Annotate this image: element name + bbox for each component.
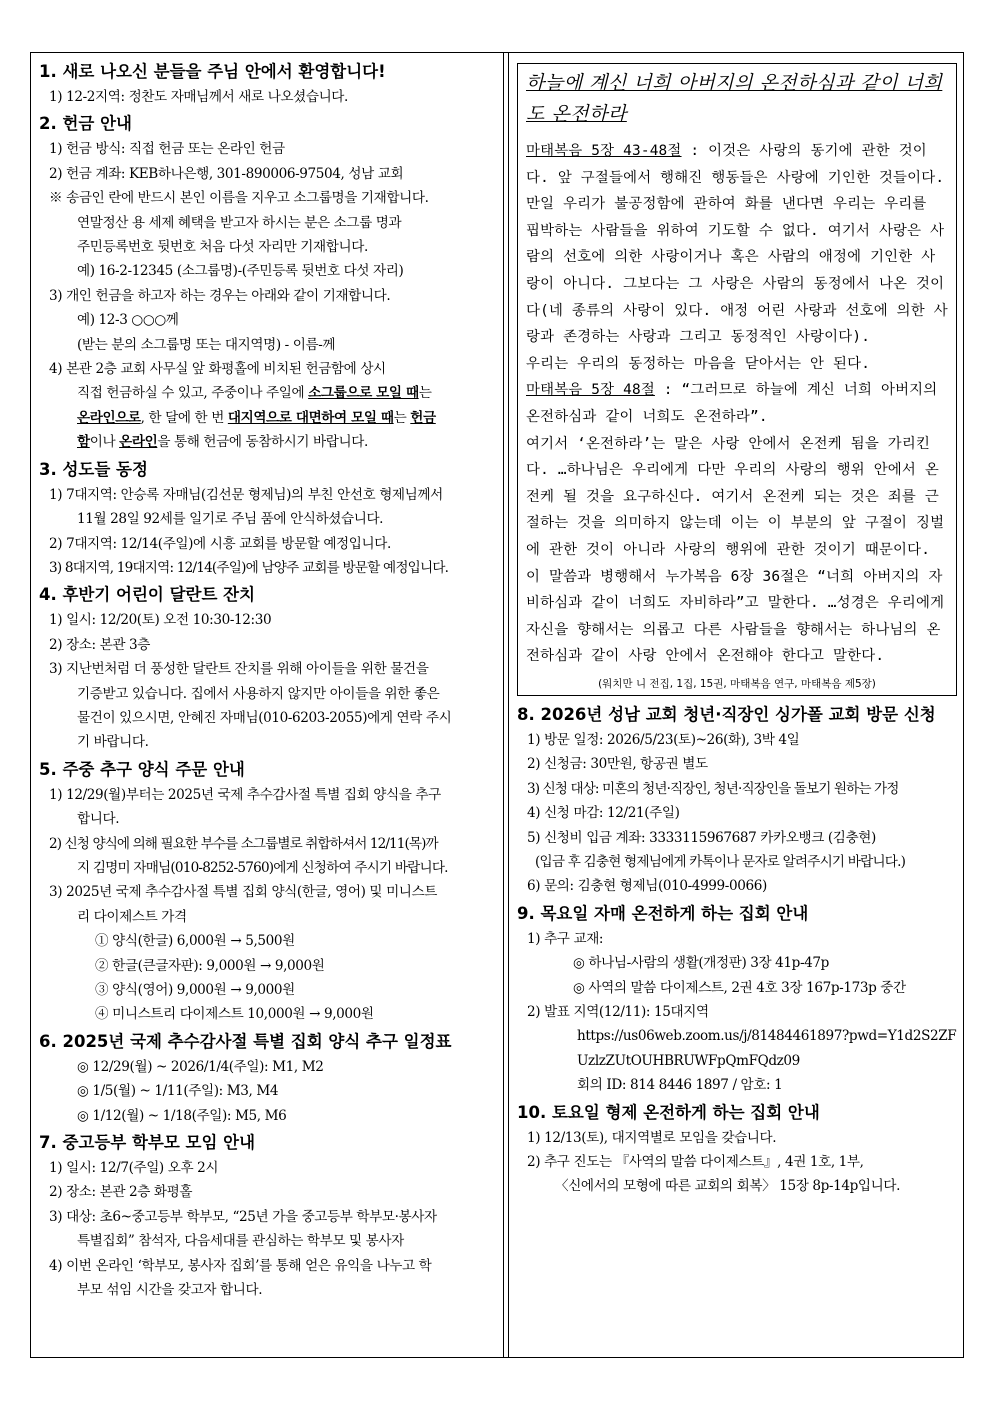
section-singapore-visit bbox=[517, 702, 957, 899]
list-item: 1) 헌금 방식: 직접 헌금 또는 온라인 헌금 bbox=[49, 141, 285, 158]
list-item bbox=[39, 406, 491, 430]
list-item: 주민등록번호 뒷번호 처음 다섯 자리만 기재합니다. bbox=[77, 239, 368, 256]
list-item: ◎ 사역의 말씀 다이제스트, 2권 4호 3장 167p-173p 중간 bbox=[573, 979, 906, 996]
section-title: 3. 성도들 동정 bbox=[39, 459, 148, 479]
list-item: ◎ 하나님-사람의 생활(개정판) 3장 41p-47p bbox=[573, 955, 829, 972]
section-sisters-meeting bbox=[517, 901, 957, 1098]
list-item: 예) 12-3 ○○○께 bbox=[77, 312, 179, 329]
column-divider bbox=[508, 53, 509, 1357]
list-item: 부모 섞임 시간을 갖고자 합니다. bbox=[77, 1282, 263, 1299]
text: 는 bbox=[393, 409, 411, 426]
section-schedule bbox=[39, 1029, 491, 1128]
list-item: 4) 본관 2층 교회 사무실 앞 화평홀에 비치된 헌금함에 상시 bbox=[49, 361, 386, 378]
section-title: 1. 새로 나오신 분들을 주님 안에서 환영합니다! bbox=[39, 62, 386, 81]
price-item: ③ 양식(영어) 9,000원 → 9,000원 bbox=[95, 982, 295, 998]
section-title: 9. 목요일 자매 온전하게 하는 집회 안내 bbox=[517, 903, 809, 923]
list-item: 1) 일시: 12/20(토) 오전 10:30-12:30 bbox=[49, 612, 272, 629]
price-item: ② 한글(큰글자판): 9,000원 → 9,000원 bbox=[95, 957, 325, 974]
price-item: ① 양식(한글) 6,000원 → 5,500원 bbox=[95, 933, 295, 950]
text: 이나 bbox=[89, 434, 120, 451]
list-item: 11월 28일 92세를 일기로 주님 품에 안식하셨습니다. bbox=[77, 511, 384, 528]
list-item: 4) 이번 온라인 ‘학부모, 봉사자 집회’를 통해 얻은 유익을 나누고 학 bbox=[49, 1257, 432, 1274]
list-item: 특별집회” 참석자, 다음세대를 관심하는 학부모 및 봉사자 bbox=[77, 1233, 404, 1250]
section-title: 5. 주중 추구 양식 주문 안내 bbox=[39, 759, 245, 779]
list-item: 1) 추구 교재: bbox=[527, 930, 604, 947]
list-item: 1) 방문 일정: 2026/5/23(토)~26(화), 3박 4일 bbox=[527, 731, 800, 748]
list-item: 3) 대상: 초6~중고등부 학부모, “25년 가을 중고등부 학부모·봉사자 bbox=[49, 1208, 437, 1225]
list-item bbox=[39, 381, 491, 405]
list-item: 1) 12-2지역: 정찬도 자매님께서 새로 나오셨습니다. bbox=[49, 89, 348, 105]
list-item: 3) 신청 대상: 미혼의 청년·직장인, 청년·직장인을 돌보기 원하는 가정 bbox=[527, 780, 899, 797]
list-item: 1) 12/29(월)부터는 2025년 국제 추수감사절 특별 집회 양식을 추구 bbox=[49, 786, 441, 803]
list-item: 합니다. bbox=[77, 811, 120, 828]
list-item: 3) 지난번처럼 더 풍성한 달란트 잔치를 위해 아이들을 위한 물건을 bbox=[49, 661, 429, 678]
right-column bbox=[517, 57, 957, 1199]
text: 직접 헌금하실 수 있고, 주중이나 주일에 bbox=[77, 385, 309, 402]
scripture-source: (워치만 니 전집, 1집, 15권, 마태복음 연구, 마태복음 제5장) bbox=[598, 677, 876, 690]
scripture-box bbox=[517, 63, 957, 696]
list-item: 3) 2025년 국제 추수감사절 특별 집회 양식(한글, 영어) 및 미니스트 bbox=[49, 884, 437, 901]
list-item: 1) 일시: 12/7(주일) 오후 2시 bbox=[49, 1160, 219, 1177]
list-item: (받는 분의 소그룹명 또는 대지역명) - 이름-께 bbox=[77, 336, 336, 353]
list-item: 3) 8대지역, 19대지역: 12/14(주일)에 남양주 교회를 방문할 예정입니다. bbox=[49, 559, 449, 576]
list-item: 2) 신청금: 30만원, 항공권 별도 bbox=[527, 756, 708, 773]
list-item: 2) 헌금 계좌: KEB하나은행, 301-890006-97504, 성남 교회 bbox=[49, 165, 404, 182]
emphasis-text: 함 bbox=[77, 434, 90, 451]
list-item: 3) 개인 헌금을 하고자 하는 경우는 아래와 같이 기재합니다. bbox=[49, 287, 391, 304]
list-item: 2) 장소: 본관 3층 bbox=[49, 636, 151, 653]
section-title: 7. 중고등부 학부모 모임 안내 bbox=[39, 1133, 256, 1153]
section-title: 2. 헌금 안내 bbox=[39, 114, 132, 134]
scripture-text: 여기서 ‘온전하라’는 말은 사랑 안에서 온전케 됨을 가리킨다. …하나님은 우리에게 다만 우리의 사랑의 행위 안에서 온전케 될 것을 요구하신다. 여기서 온전케 되는 것은 죄를 근절하는 것을 의미하지 않는데 이는 이 부분의 앞 구절이 징벌에 관한 것이 아니라 사랑의 행위에 관한 것이기 때문이다. 이 말씀과 병행해서 누가복음 6장 36절은 “너희 아버지의 자비하심과 같이 너희도 자비하라”고 말한다. …성경은 우리에게 자신을 향해서는 의롭고 다른 사람들을 향해서는 하나님의 온전하심과 같이 사랑 안에서 온전해야 한다고 말한다. bbox=[526, 435, 945, 665]
list-item: 4) 신청 마감: 12/21(주일) bbox=[527, 805, 680, 822]
list-item: 리 다이제스트 가격 bbox=[77, 908, 187, 925]
list-item: 5) 신청비 입금 계좌: 3333115967687 카카오뱅크 (김충현) bbox=[527, 829, 876, 846]
meeting-id: 회의 ID: 814 8446 1897 / 암호: 1 bbox=[577, 1077, 783, 1094]
scripture-text: : “그러므로 하늘에 계신 너희 아버지의 온전하심과 같이 너희도 온전하라”. bbox=[526, 382, 938, 425]
bulletin-frame bbox=[30, 52, 964, 1358]
emphasis-text: 소그룹으로 모일 때 bbox=[308, 385, 419, 402]
text: 을 통해 헌금에 동참하시기 바랍니다. bbox=[157, 434, 368, 451]
zoom-link[interactable]: https://us06web.zoom.us/j/81484461897?pwd=Y1d2S2ZFUzlzZUtOUHBRUWFpQmFQdz09 bbox=[577, 1028, 957, 1069]
emphasis-text: 대지역으로 대면하여 모일 때 bbox=[227, 409, 394, 426]
schedule-item: ◎ 1/12(월) ~ 1/18(주일): M5, M6 bbox=[77, 1107, 287, 1124]
section-parents-meeting bbox=[39, 1130, 491, 1302]
list-item bbox=[39, 430, 491, 454]
section-saints-news bbox=[39, 457, 491, 581]
text: 는 bbox=[418, 385, 432, 402]
list-item: 기 바랍니다. bbox=[77, 734, 149, 751]
scripture-reference: 마태복음 5장 48절 bbox=[526, 382, 655, 399]
list-item: 물건이 있으시면, 안혜진 자매님(010-6203-2055)에게 연락 주시 bbox=[77, 709, 452, 726]
list-item: (입금 후 김충현 형제님에게 카톡이나 문자로 알려주시기 바랍니다.) bbox=[535, 853, 906, 870]
emphasis-text: 온라인 bbox=[119, 434, 158, 451]
section-welcome bbox=[39, 59, 491, 109]
list-item: 2) 신청 양식에 의해 필요한 부수를 소그룹별로 취합하셔서 12/11(목)까 bbox=[49, 835, 438, 852]
list-item: 2) 7대지역: 12/14(주일)에 시흥 교회를 방문할 예정입니다. bbox=[49, 535, 391, 552]
schedule-item: ◎ 1/5(월) ~ 1/11(주일): M3, M4 bbox=[77, 1083, 279, 1100]
text: , 한 달에 한 번 bbox=[140, 409, 228, 426]
section-order bbox=[39, 757, 491, 1027]
price-item: ④ 미니스트리 다이제스트 10,000원 → 9,000원 bbox=[95, 1006, 374, 1023]
list-item: 2) 장소: 본관 2층 화평홀 bbox=[49, 1184, 193, 1201]
column-divider bbox=[503, 53, 504, 1357]
list-item: 1) 12/13(토), 대지역별로 모임을 갖습니다. bbox=[527, 1129, 777, 1146]
list-item: 지 김명미 자매님(010-8252-5760)에게 신청하여 주시기 바랍니다. bbox=[77, 859, 448, 876]
emphasis-text: 온라인으로 bbox=[77, 409, 141, 426]
list-item: 2) 발표 지역(12/11): 15대지역 bbox=[527, 1003, 709, 1020]
emphasis-text: 헌금 bbox=[410, 409, 436, 426]
list-item: ※ 송금인 란에 반드시 본인 이름을 지우고 소그룹명을 기재합니다. bbox=[49, 190, 429, 207]
list-item: 예) 16-2-12345 (소그룹명)-(주민등록 뒷번호 다섯 자리) bbox=[77, 263, 404, 280]
section-title: 6. 2025년 국제 추수감사절 특별 집회 양식 추구 일정표 bbox=[39, 1031, 452, 1051]
list-item: 2) 추구 진도는 『사역의 말씀 다이제스트』, 4권 1호, 1부, bbox=[527, 1153, 864, 1170]
list-item: 기증받고 있습니다. 집에서 사용하지 않지만 아이들을 위한 좋은 bbox=[77, 685, 440, 702]
scripture-reference: 마태복음 5장 43-48절 bbox=[526, 143, 682, 159]
section-offering bbox=[39, 111, 491, 454]
scripture-title: 하늘에 계신 너희 아버지의 온전하심과 같이 너희도 온전하라 bbox=[526, 72, 943, 125]
list-item: 1) 7대지역: 안승록 자매님(김선문 형제님)의 부친 안선호 형제님께서 bbox=[49, 486, 443, 503]
scripture-text: 우리는 우리의 동정하는 마음을 닫아서는 안 된다. bbox=[526, 355, 871, 372]
section-brothers-meeting bbox=[517, 1100, 957, 1199]
left-column bbox=[39, 57, 491, 1302]
schedule-item: ◎ 12/29(월) ~ 2026/1/4(주일): M1, M2 bbox=[77, 1058, 324, 1075]
list-item: 6) 문의: 김충현 형제님(010-4999-0066) bbox=[527, 878, 767, 895]
section-talent-feast bbox=[39, 582, 491, 754]
section-title: 8. 2026년 성남 교회 청년·직장인 싱가폴 교회 방문 신청 bbox=[517, 704, 936, 724]
scripture-text: : 이것은 사랑의 동기에 관한 것이다. 앞 구절들에서 행해진 행동들은 사랑에 기인한 것들이다. 만일 우리가 불공정함에 관하여 화를 낸다면 우리는 우리를 핍박하는 사람들을 위하여 기도할 수 없다. 여기서 사랑은 사람의 선호에 의한 사랑이거나 혹은 사람의 애정에 기인한 사랑이 아니다. 그보다는 그 사랑은 사람의 동정에서 나온 것이다(네 종류의 사랑이 있다. 애정 어린 사랑과 선호에 의한 사랑과 존경하는 사랑과 그리고 동정적인 사랑이다). bbox=[526, 143, 948, 346]
list-item: 〈신에서의 모형에 따른 교회의 회복〉 15장 8p-14p입니다. bbox=[555, 1178, 901, 1195]
section-title: 4. 후반기 어린이 달란트 잔치 bbox=[39, 585, 256, 605]
section-title: 10. 토요일 형제 온전하게 하는 집회 안내 bbox=[517, 1102, 820, 1122]
list-item: 연말정산 용 세제 혜택을 받고자 하시는 분은 소그룹 명과 bbox=[77, 214, 402, 231]
scripture-body bbox=[526, 138, 948, 670]
